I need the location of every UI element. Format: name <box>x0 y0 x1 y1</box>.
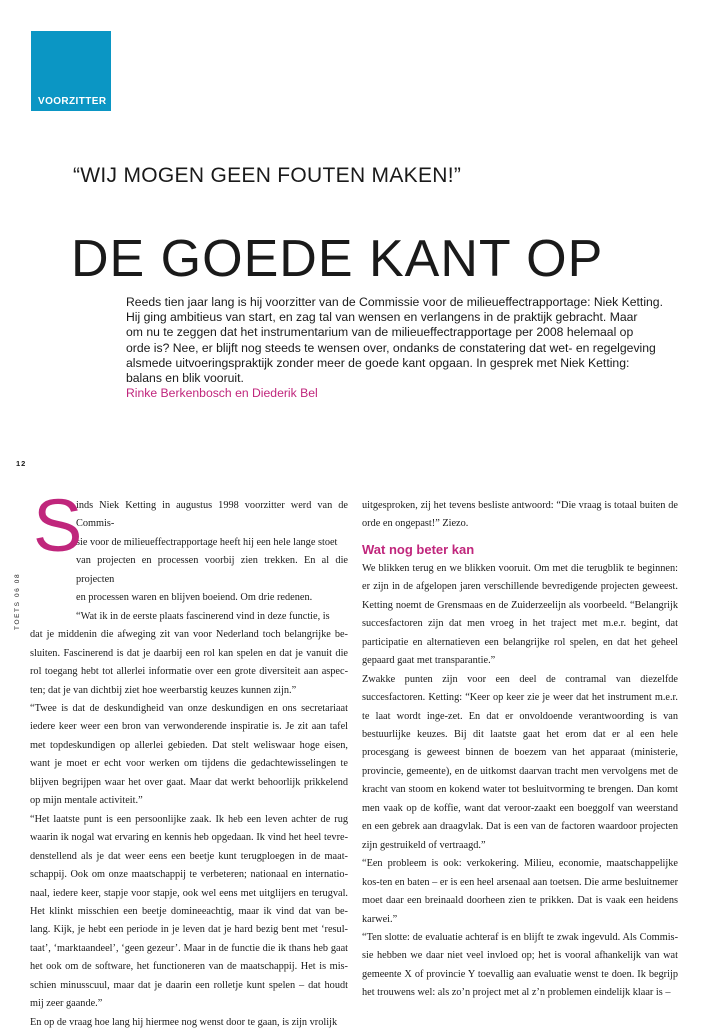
intro-line: alsmede uitvoeringspraktijk zonder meer de goede kant opgaan. In gesprek met Niek Ketting: <box>126 355 630 370</box>
dropcap: S <box>33 484 83 567</box>
intro-block <box>126 295 663 401</box>
kicker-quote: “WIJ MOGEN GEEN FOUTEN MAKEN!” <box>73 164 462 188</box>
body-line: en processen waren en blijven boeiend. Om drie redenen. <box>76 592 313 604</box>
article-column-left <box>30 484 348 1032</box>
section-label: VOORZITTER <box>38 96 107 107</box>
body-line: sie voor de milieueffectrapportage heeft hij een hele lange stoet <box>76 536 338 548</box>
body-paragraph: “Het laatste punt is een persoonlijke zaak. Ik heb een leven achter de rug waarin ik nogal wat ervaring en kennis heb opgedaan. Ik vind het heel tevre-denstellend als je dat weer eens een beetje kunt terugploegen in de maat-schappij. Ook om onze maatschappij te verbeteren; nationaal en internatio-naal, iedere keer, stapje voor stapje, ook wel eens met uitglijers en terugval. Het klinkt misschien een beetje domineeachtig, maar ik vind dat van be-lang. Kijk, je hebt een periode in je leven dat je hard bezig bent met ‘resul-taat’, ‘marktaandeel’, ‘geen gezeur’. Maar in de functie die ik thans heb gaat het ook om de software, het functioneren van de maatschappij. Het is mis-schien minusscuul, maar dat je daarin een rolletje kunt spelen – dat houdt mij zeer gaande.” <box>30 813 348 1010</box>
headline: DE GOEDE KANT OP <box>71 229 604 288</box>
page-number: 12 <box>16 459 27 468</box>
article-column-right <box>362 497 678 1003</box>
body-paragraph: dat je middenin die afweging zit van voor Nederland toch belangrijke be-sluiten. Fascinerend is dat je daarbij een rol kan spelen en dat je vanuit die rol toegang hebt tot allerlei informatie over een grote diversiteit aan aspec-ten; dat je van dichtbij ziet hoe weerbarstig keuzes kunnen zijn.” <box>30 629 348 696</box>
body-paragraph: We blikken terug en we blikken vooruit. Om met die terugblik te beginnen: er zijn in de afgelopen jaren verschillende bevredigende projecten geweest. Ketting noemt de Grensmaas en de Zuiderzeelijn als voorbeeld. “Belangrijk succesfactoren zijn dat men vroeg in het traject met m.e.r. begint, dat participatie en alternatieven een belangrijke rol spelen, en dat het geheel gepaard gaat met transparantie.” <box>362 562 678 667</box>
body-paragraph: “Twee is dat de deskundigheid van onze deskundigen en ons secretariaat iedere keer weer een bron van verwonderende inspiratie is. Je zit aan tafel met topdeskundigen op allerlei gebieden. Dat stelt weliswaar hoge eisen, want je moet er echt voor werken om tijdens die gedachtewisselingen te blijven begrijpen waar het over gaat. Maar dat werkt behoorlijk prikkelend op mijn mentale activiteit.” <box>30 702 348 807</box>
body-line: “Wat ik in de eerste plaats fascinerend vind in deze functie, is <box>76 610 330 622</box>
body-paragraph: En op de vraag hoe lang hij hiermee nog wenst door te gaan, is zijn vrolijk <box>30 1016 338 1028</box>
body-line: inds Niek Ketting in augustus 1998 voorzitter werd van de Commis- <box>76 500 348 530</box>
intro-line: om nu te zeggen dat het instrumentarium van de milieueffectrapportage per 2008 helemaal op <box>126 325 634 340</box>
subheading: Wat nog beter kan <box>362 541 475 557</box>
body-paragraph: “Een probleem is ook: verkokering. Milieu, economie, maatschappelijke kos-ten en baten – er is een heel arsenaal aan toetsen. Die arme besluitnemer moet daar een breinaald doorheen zien te prikken. Dat is vaak een heidens karwei.” <box>362 858 678 925</box>
dropcap-paragraph <box>30 484 348 626</box>
intro-line: Hij ging ambitieus van start, en zag tal van wensen en verlangens in de praktijk gebracht. Maar <box>126 310 638 325</box>
intro-line: Reeds tien jaar lang is hij voorzitter van de Commissie voor de milieueffectrapportage: Niek Ketting. <box>126 295 663 309</box>
body-paragraph: uitgesproken, zij het tevens besliste antwoord: “Die vraag is totaal buiten de orde en ongepast!” Ziezo. <box>362 500 678 530</box>
body-paragraph: Zwakke punten zijn voor een deel de contramal van diezelfde succesfactoren. Ketting: “Keer op keer zie je weer dat het instrument m.e.r. te laat wordt inge-zet. En dat er onvoldoende verantwoording is van bestuurlijke keuzes. Bij dit laatste gaat het erom dat er al een hele procesgang is geweest binnen de boezem van het apparaat (ministerie, provincie, gemeente), en de uitkomst daarvan tracht men vervolgens met de kracht van stoom en kokend water tot besluitvorming te brengen. Dan komt men vaak op de koffie, want dat veroor-zaakt een boeggolf van weerstand en een gebrek aan draagvlak. Dat is een van de factoren waardoor projecten zijn gestruikeld of vertraagd.” <box>362 673 678 851</box>
magazine-issue-label: TOETS 06 08 <box>14 572 21 630</box>
body-paragraph: “Ten slotte: de evaluatie achteraf is en blijft te zwak ingevuld. Als Commis-sie hebben we daar niet veel invloed op; het is vooral afhankelijk van wat gemeente X of provincie Y toevallig aan evaluatie wenst te doen. Ik begrijp het trouwens wel: als zo’n project met al z’n problemen eindelijk klaar is – <box>362 931 678 999</box>
body-line: van projecten en processen voorbij zien trekken. En al die projecten <box>76 555 348 585</box>
byline: Rinke Berkenbosch en Diederik Bel <box>126 386 318 401</box>
intro-line: balans en blik vooruit. <box>126 371 244 386</box>
intro-line: orde is? Nee, er blijft nog steeds te wensen over, ondanks de constatering dat wet- en regelgeving <box>126 340 656 355</box>
